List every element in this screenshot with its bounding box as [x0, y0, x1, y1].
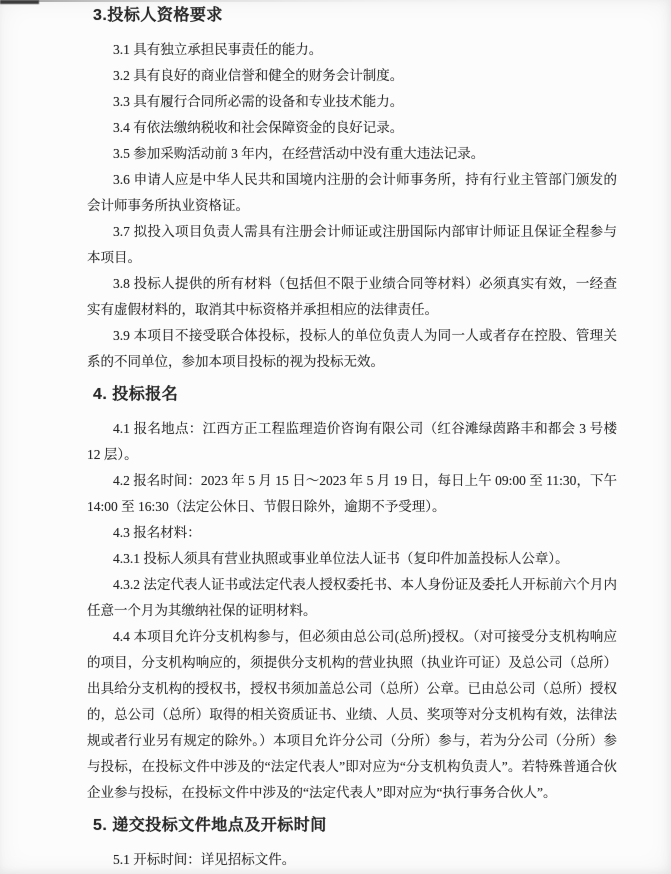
clause-3-8: 3.8 投标人提供的所有材料（包括但不限于业绩合同等材料）必须真实有效，一经查实有虚假材料的，取消其中标资格并承担相应的法律责任。 — [87, 276, 617, 317]
section-heading-3: 3.投标人资格要求 — [93, 7, 223, 24]
clause-3-3: 3.3 具有履行合同所必需的设备和专业技术能力。 — [113, 94, 404, 109]
clause-3-6: 3.6 申请人应是中华人民共和国境内注册的会计师事务所，持有行业主管部门颁发的会计师事务所执业资格证。 — [87, 172, 617, 213]
section-heading-5: 5. 递交投标文件地点及开标时间 — [93, 817, 327, 834]
clause-3-2: 3.2 具有良好的商业信誉和健全的财务会计制度。 — [113, 68, 404, 83]
scan-artifact-topline — [38, 0, 478, 2]
clause-3-4: 3.4 有依法缴纳税收和社会保障资金的良好记录。 — [113, 120, 404, 135]
clause-3-7: 3.7 拟投入项目负责人需具有注册会计师证或注册国际内部审计师证且保证全程参与本项目。 — [87, 224, 617, 265]
document-content — [87, 3, 617, 873]
clause-5-1: 5.1 开标时间：详见招标文件。 — [113, 852, 296, 867]
clause-3-1: 3.1 具有独立承担民事责任的能力。 — [113, 42, 323, 57]
clause-4-4: 4.4 本项目允许分支机构参与，但必须由总公司(总所)授权。（对可接受分支机构响应的项目，分支机构响应的，须提供分支机构的营业执照（执业许可证）及总公司（总所）出具给分支机构的授权书，授权书须加盖总公司（总所）公章。已由总公司（总所）授权的，总公司（总所）取得的相关资质证书、业绩、人员、奖项等对分支机构有效，法律法规或者行业另有规定的除外。）本项目允许分公司（分所）参与，若为分公司（分所）参与投标，在投标文件中涉及的“法定代表人”即对应为“分支机构负责人”。若特殊普通合伙企业参与投标，在投标文件中涉及的“法定代表人”即对应为“执行事务合伙人”。 — [87, 629, 617, 800]
clause-3-9: 3.9 本项目不接受联合体投标，投标人的单位负责人为同一人或者存在控股、管理关系的不同单位，参加本项目投标的视为投标无效。 — [87, 328, 617, 369]
clause-4-3-1: 4.3.1 投标人须具有营业执照或事业单位法人证书（复印件加盖投标人公章）。 — [113, 551, 569, 566]
section-bid-registration — [87, 382, 617, 806]
clause-3-5: 3.5 参加采购活动前 3 年内，在经营活动中没有重大违法记录。 — [113, 146, 485, 161]
section-heading-4: 4. 投标报名 — [93, 386, 179, 403]
clause-4-3: 4.3 报名材料： — [113, 525, 201, 540]
clause-4-2: 4.2 报名时间：2023 年 5 月 15 日～2023 年 5 月 19 日，每日上午 09:00 至 11:30，下午 14:00 至 16:30（法定公休日、节假日除外，逾期不予受理）。 — [87, 473, 617, 514]
section-submission-and-opening — [87, 813, 617, 873]
scan-artifact-bar — [0, 0, 39, 4]
clause-4-1: 4.1 报名地点：江西方正工程监理造价咨询有限公司（红谷滩绿茵路丰和都会 3 号楼 12 层）。 — [87, 421, 617, 462]
section-bidder-qualifications — [87, 3, 617, 375]
clause-4-3-2: 4.3.2 法定代表人证书或法定代表人授权委托书、本人身份证及委托人开标前六个月内任意一个月为其缴纳社保的证明材料。 — [87, 577, 617, 618]
